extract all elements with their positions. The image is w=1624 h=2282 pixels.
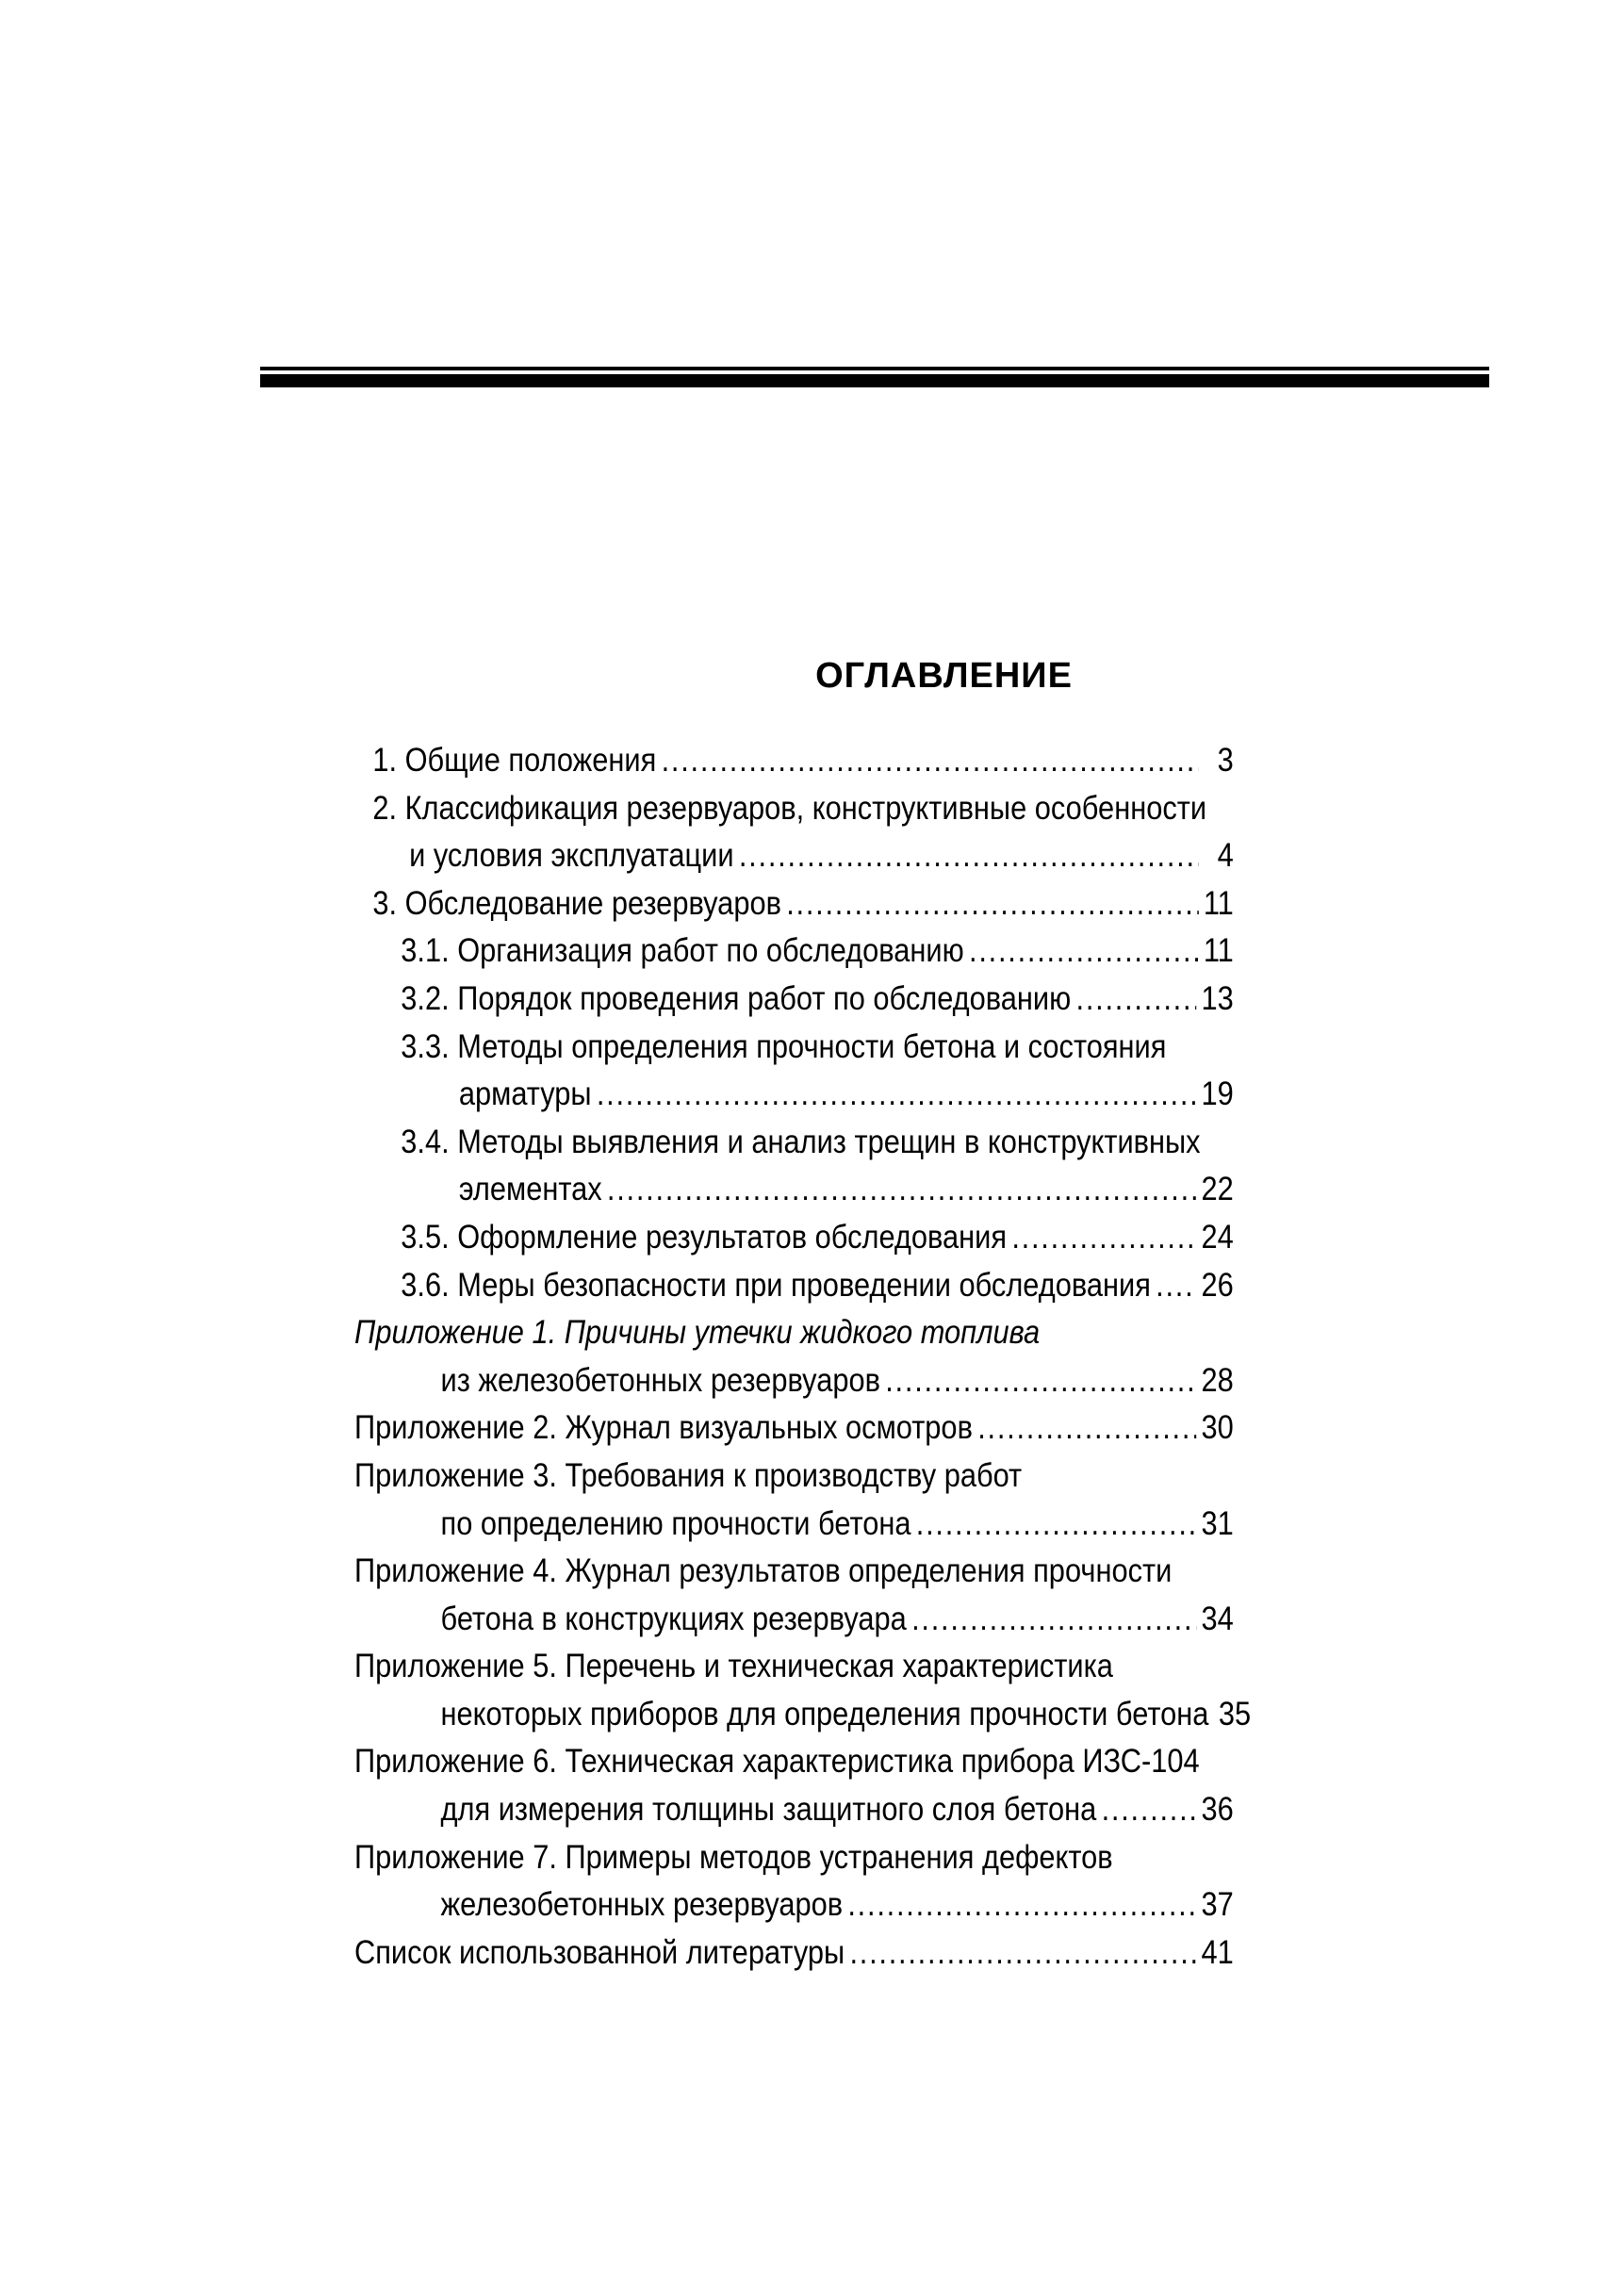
- toc-appendix-entry[interactable]: [354, 1834, 1234, 1882]
- toc-subentry[interactable]: [354, 1119, 1234, 1167]
- toc-entry-page: 30: [1201, 1409, 1234, 1447]
- toc-appendix-entry[interactable]: [354, 1548, 1234, 1596]
- header-rule-thick: [260, 374, 1489, 387]
- dot-leader: [969, 928, 1199, 975]
- toc-entry-text: Приложение 3. Требования к производству работ: [354, 1456, 1023, 1494]
- toc-entry[interactable]: [354, 1929, 1234, 1978]
- toc-entry[interactable]: [354, 880, 1234, 928]
- toc-entry-text: Приложение 7. Примеры методов устранения дефектов: [354, 1838, 1113, 1876]
- dot-leader: [1156, 1262, 1196, 1309]
- toc-subentry[interactable]: [354, 928, 1234, 976]
- toc-entry-text: элементах: [458, 1171, 602, 1208]
- toc-subentry[interactable]: [354, 976, 1234, 1024]
- dot-leader: [786, 880, 1198, 928]
- toc-entry-page: 37: [1201, 1886, 1234, 1924]
- toc-entry-text: Приложение 6. Техническая характеристика прибора ИЗС-104: [354, 1743, 1200, 1781]
- dot-leader: [916, 1501, 1196, 1548]
- toc-entry-continuation[interactable]: [354, 1881, 1234, 1929]
- toc-entry-text: железобетонных резервуаров: [440, 1886, 844, 1924]
- toc-appendix-entry[interactable]: [354, 1309, 1234, 1357]
- dot-leader: [1076, 976, 1197, 1023]
- toc-entry-text: и условия эксплуатации: [409, 837, 734, 875]
- dot-leader: [607, 1166, 1196, 1213]
- toc-entry-page: 11: [1203, 884, 1234, 922]
- toc-entry-text: 3.3. Методы определения прочности бетона и состояния: [401, 1027, 1167, 1065]
- toc-entry[interactable]: [354, 737, 1234, 785]
- dot-leader: [977, 1404, 1196, 1452]
- table-of-contents: [354, 737, 1252, 1977]
- toc-entry-page: 19: [1201, 1075, 1234, 1113]
- toc-entry-text: 3.5. Оформление результатов обследования: [401, 1218, 1008, 1256]
- toc-entry-page: 41: [1201, 1933, 1234, 1971]
- toc-entry-text: 3.6. Меры безопасности при проведении обследования: [401, 1266, 1151, 1304]
- toc-entry-text: арматуры: [458, 1075, 592, 1113]
- toc-appendix-entry[interactable]: [354, 1453, 1234, 1501]
- toc-entry-text: по определению прочности бетона: [440, 1504, 911, 1542]
- dot-leader: [739, 832, 1199, 879]
- toc-entry-page: 11: [1203, 932, 1234, 970]
- toc-subentry[interactable]: [354, 1214, 1234, 1262]
- toc-entry-page: 34: [1201, 1600, 1234, 1637]
- toc-entry-continuation[interactable]: [354, 1357, 1234, 1405]
- dot-leader: [662, 737, 1199, 784]
- toc-appendix-entry[interactable]: [354, 1738, 1234, 1786]
- toc-entry-page: 3: [1217, 742, 1234, 779]
- toc-entry-text: для измерения толщины защитного слоя бетона: [440, 1791, 1097, 1829]
- toc-entry-continuation[interactable]: [354, 1166, 1234, 1214]
- toc-entry-text: 3. Обследование резервуаров: [372, 884, 781, 922]
- toc-entry-text: Приложение 5. Перечень и техническая характеристика: [354, 1648, 1113, 1685]
- toc-entry-text: Приложение 2. Журнал визуальных осмотров: [354, 1409, 973, 1447]
- toc-entry-continuation[interactable]: [354, 1071, 1234, 1119]
- toc-appendix-entry[interactable]: [354, 1643, 1234, 1691]
- toc-entry-continuation[interactable]: [354, 1501, 1234, 1549]
- toc-entry-text: Приложение 4. Журнал результатов определения прочности: [354, 1552, 1173, 1590]
- toc-subentry[interactable]: [354, 1024, 1234, 1072]
- toc-entry-continuation[interactable]: [354, 832, 1234, 880]
- toc-entry-text: 3.1. Организация работ по обследованию: [401, 932, 964, 970]
- toc-entry-continuation[interactable]: [354, 1596, 1234, 1644]
- toc-entry-page: 31: [1201, 1504, 1234, 1542]
- toc-entry-text: 1. Общие положения: [372, 742, 657, 779]
- toc-appendix-entry[interactable]: [354, 1404, 1234, 1453]
- dot-leader: [849, 1929, 1196, 1977]
- toc-entry-text: 3.4. Методы выявления и анализ трещин в конструктивных: [401, 1123, 1201, 1160]
- header-rule-thin: [260, 367, 1489, 370]
- toc-entry-page: 28: [1201, 1361, 1234, 1399]
- toc-entry-page: 4: [1217, 837, 1234, 875]
- toc-entry-page: 36: [1201, 1791, 1234, 1829]
- toc-entry-text: из железобетонных резервуаров: [440, 1361, 880, 1399]
- toc-entry-continuation[interactable]: [354, 1786, 1234, 1834]
- toc-title: ОГЛАВЛЕНИЕ: [815, 656, 1073, 696]
- dot-leader: [1102, 1786, 1197, 1833]
- dot-leader: [911, 1596, 1196, 1643]
- dot-leader: [597, 1071, 1196, 1118]
- toc-subentry[interactable]: [354, 1262, 1234, 1310]
- toc-entry-page: 13: [1201, 979, 1234, 1017]
- toc-entry-page: 24: [1201, 1218, 1234, 1256]
- toc-entry-text: бетона в конструкциях резервуара: [440, 1600, 907, 1637]
- dot-leader: [847, 1881, 1196, 1929]
- toc-entry-continuation[interactable]: [354, 1691, 1252, 1739]
- toc-entry-page: 22: [1201, 1171, 1234, 1208]
- toc-entry-text: 3.2. Порядок проведения работ по обследованию: [401, 979, 1072, 1017]
- toc-entry-text: Приложение 1. Причины утечки жидкого топлива: [354, 1314, 1041, 1352]
- toc-entry-page: 35: [1218, 1695, 1252, 1732]
- dot-leader: [885, 1357, 1196, 1404]
- toc-entry-page: 26: [1201, 1266, 1234, 1304]
- toc-entry-text: 2. Классификация резервуаров, конструктивные особенности: [372, 789, 1207, 827]
- toc-entry[interactable]: [354, 785, 1234, 833]
- dot-leader: [1011, 1214, 1196, 1261]
- toc-entry-text: некоторых приборов для определения прочности бетона: [440, 1695, 1209, 1732]
- toc-entry-text: Список использованной литературы: [354, 1933, 845, 1971]
